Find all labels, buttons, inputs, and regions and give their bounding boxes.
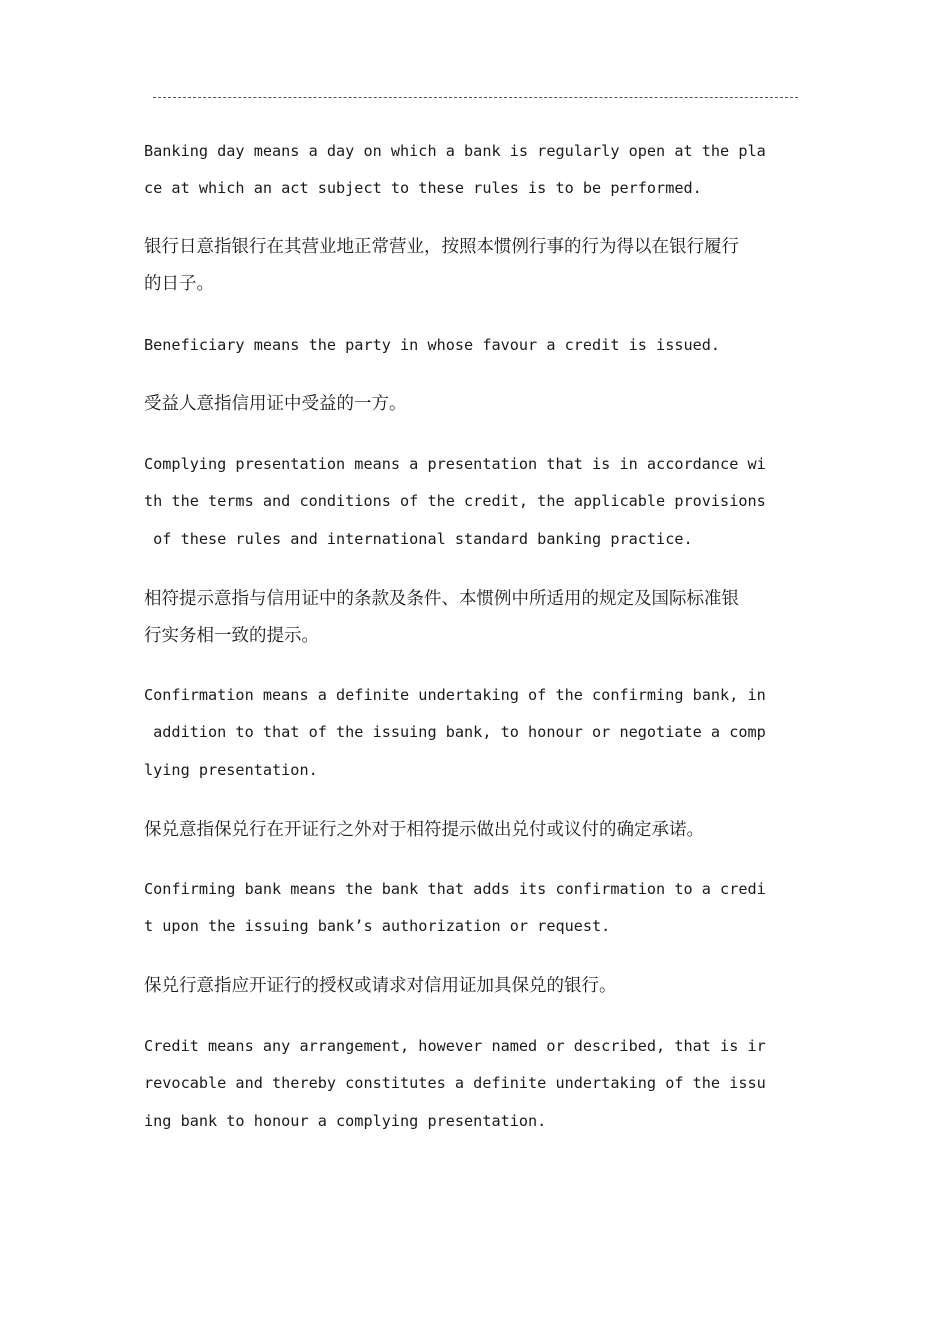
paragraph-confirmation-cn (144, 812, 799, 849)
text-line: 受益人意指信用证中受益的一方。 (144, 394, 407, 414)
text-line: 的日子。 (144, 274, 214, 295)
text-line: of these rules and international standard banking practice. (144, 529, 693, 548)
text-line: 保兑意指保兑行在开证行之外对于相符提示做出兑付或议付的确定承诺。 (144, 820, 704, 840)
text-line: 行实务相一致的提示。 (144, 626, 319, 647)
text-line: 相符提示意指与信用证中的条款及条件、本惯例中所适用的规定及国际标准银 (144, 589, 739, 609)
text-line: Banking day means a day on which a bank is regularly open at the pla (144, 142, 766, 160)
paragraph-confirmation-en (144, 677, 804, 789)
text-line: Complying presentation means a presentation that is in accordance wi (144, 455, 766, 473)
text-line: 银行日意指银行在其营业地正常营业，按照本惯例行事的行为得以在银行履行 (144, 237, 739, 257)
text-line: Confirmation means a definite undertaking of the confirming bank, in (144, 686, 766, 704)
text-line: ing bank to honour a complying presentation. (144, 1111, 547, 1130)
text-line: revocable and thereby constitutes a definite undertaking of the issu (144, 1074, 766, 1093)
paragraph-beneficiary-cn (144, 386, 799, 423)
dashed-divider (153, 97, 798, 98)
text-line: Credit means any arrangement, however named or described, that is ir (144, 1037, 766, 1055)
paragraph-beneficiary-en (144, 327, 804, 364)
text-line: addition to that of the issuing bank, to honour or negotiate a comp (144, 723, 766, 742)
paragraph-credit-en (144, 1028, 804, 1140)
paragraph-banking-day-cn (144, 229, 799, 304)
text-line: th the terms and conditions of the credit, the applicable provisions (144, 492, 766, 511)
text-line: t upon the issuing bank’s authorization or request. (144, 917, 611, 936)
text-line: ce at which an act subject to these rules is to be performed. (144, 179, 702, 198)
paragraph-complying-presentation-cn (144, 581, 799, 656)
paragraph-banking-day-en (144, 133, 804, 208)
text-line: 保兑行意指应开证行的授权或请求对信用证加具保兑的银行。 (144, 976, 617, 996)
paragraph-confirming-bank-cn (144, 968, 799, 1005)
paragraph-confirming-bank-en (144, 871, 804, 946)
text-line: Beneficiary means the party in whose favour a credit is issued. (144, 336, 721, 354)
text-line: lying presentation. (144, 760, 318, 779)
text-line: Confirming bank means the bank that adds its confirmation to a credi (144, 880, 766, 898)
paragraph-complying-presentation-en (144, 446, 804, 558)
